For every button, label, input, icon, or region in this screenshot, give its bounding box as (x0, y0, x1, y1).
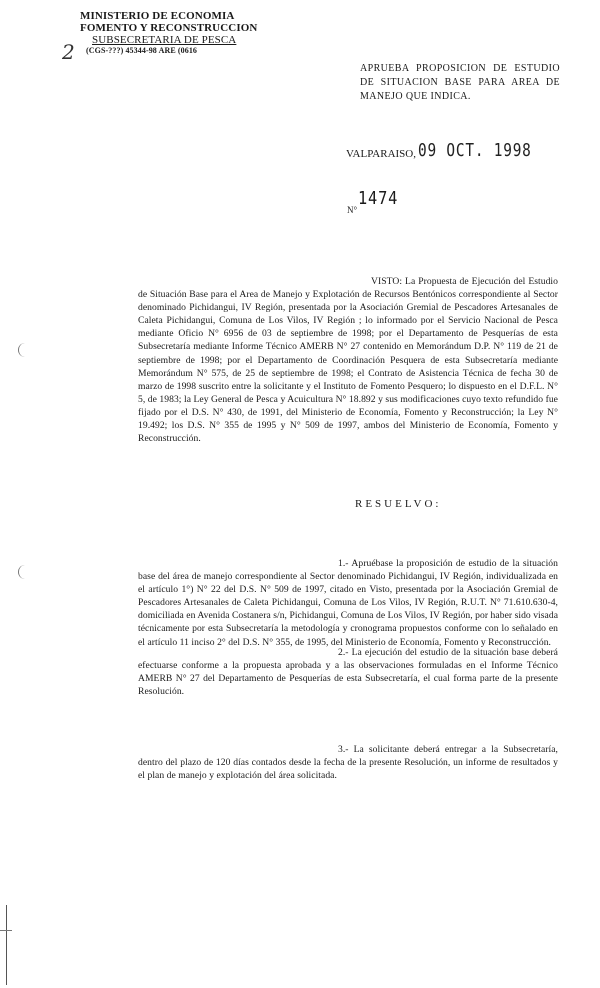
article-3-paragraph: 3.- La solicitante deberá entregar a la Subsecretaría, dentro del plazo de 120 días contados desde la fecha de la presente Resolución, un informe de resultados y el plan de manejo y explotación del área solicitada. (138, 744, 558, 782)
stamped-date: 09 OCT. 1998 (418, 140, 532, 161)
scan-edge-line (6, 905, 7, 985)
resolution-subject: APRUEBA PROPOSICION DE ESTUDIO DE SITUACION BASE PARA AREA DE MANEJO QUE INDICA. (360, 63, 560, 102)
punch-hole-mark (18, 565, 27, 579)
article-1-paragraph: 1.- Apruébase la proposición de estudio de la situación base del área de manejo correspondiente al Sector denominado Pichidangui, IV Región, individualizada en el artículo 1°) N° 22 del D.S. N° 509 de 1997, citado en Visto, presentada por la Asociación Gremial de Pescadores Artesanales de Caleta Pichidangui, Comuna de Los Vilos, IV Región, R.U.T. N° 71.610.630-4, domiciliada en Avenida Costanera s/n, Pichidangui, Comuna de Los Vilos, IV Región, por haber sido visada técnicamente por esta Subsecretaría la metodología y cronograma propuestos conforme con lo señalado en el artículo 11 inciso 2° del D.S. N° 355, de 1995, del Ministerio de Economía, Fomento y Reconstrucción. (138, 558, 559, 648)
visto-paragraph: VISTO: La Propuesta de Ejecución del Estudio de Situación Base para el Area de Manejo y Explotación de Recursos Bentónicos correspondiente al Sector denominado Pichidangui, IV Región, presentada por la Asociación Gremial de Pescadores Artesanales de Caleta Pichidangui, Comuna de Los Vilos, IV Región ; lo informado por el Servicio Nacional de Pesca mediante Oficio N° 6956 de 03 de septiembre de 1998; por el Departamento de Pesquerías de esta Subsecretaría mediante Informe Técnico AMERB N° 27 contenido en Memorándum D.P. N° 119 de 21 de septiembre de 1998; por el Departamento de Coordinación Pesquera de esta Subsecretaría mediante Memorándum N° 575, de 25 de septiembre de 1998; el Contrato de Asistencia Técnica de fecha 30 de marzo de 1998 suscrito entre la solicitante y el Instituto de Fomento Pesquero; lo dispuesto en el D.F.L. N° 5, de 1983; la Ley General de Pesca y Acuicultura N° 18.892 y sus modificaciones cuyo texto refundido fue fijado por el D.S. N° 430, de 1991, del Ministerio de Economía, Fomento y Reconstrucción; la Ley N° 19.492; los D.S. N° 355 de 1995 y N° 509 de 1997, ambos del Ministerio de Economía, Fomento y Reconstrucción. (138, 276, 558, 445)
number-label: N° (347, 205, 358, 215)
punch-hole-mark (18, 343, 27, 357)
scan-edge-line (0, 930, 12, 931)
fomento-heading: FOMENTO Y RECONSTRUCCION (80, 22, 258, 34)
resuelvo-heading: RESUELVO: (355, 498, 442, 510)
place-label: VALPARAISO, (346, 148, 416, 160)
handwritten-mark: 2 (62, 40, 75, 64)
resolution-number: 1474 (358, 188, 399, 209)
file-code: (CGS-???) 45344-98 ARE (0616 (86, 46, 198, 55)
article-2-paragraph: 2.- La ejecución del estudio de la situación base deberá efectuarse conforme a la propuesta aprobada y a las observaciones formuladas en el Informe Técnico AMERB N° 27 del Departamento de Pesquerías de esta Subsecretaría, el cual forma parte de la presente Resolución. (138, 647, 558, 698)
ministry-heading: MINISTERIO DE ECONOMIA (80, 10, 235, 22)
subsecretaria-heading: SUBSECRETARIA DE PESCA (92, 34, 237, 46)
